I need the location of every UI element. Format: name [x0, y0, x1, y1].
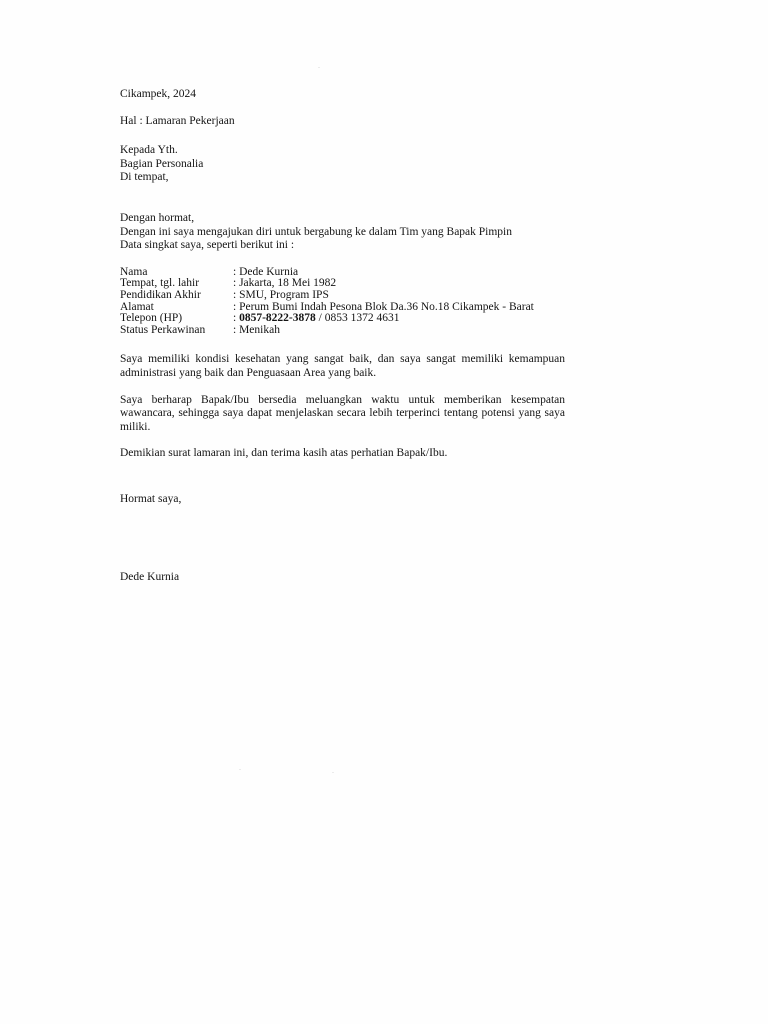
letter-subject: Hal : Lamaran Pekerjaan: [120, 114, 235, 127]
scan-speck: [318, 67, 320, 68]
job-application-letter: [120, 88, 565, 585]
closing-block: [120, 493, 565, 585]
phone-prefix: :: [233, 312, 240, 325]
recipient-block: [120, 144, 565, 185]
data-label: Nama: [120, 265, 148, 278]
data-label: Tempat, tgl. lahir: [120, 277, 200, 290]
data-value: : Jakarta, 18 Mei 1982: [233, 277, 337, 290]
table-row: [120, 290, 534, 302]
greeting: Dengan hormat,: [120, 211, 195, 224]
letter-date: Cikampek, 2024: [120, 88, 197, 100]
table-row: [120, 325, 534, 337]
personal-data-table: [120, 267, 534, 337]
body-paragraph: Saya berharap Bapak/Ibu bersedia meluangkan waktu untuk memberikan kesempatan wawancara, sehingga saya dapat menjelaskan secara lebih terperinci tentang potensi yang saya miliki.: [120, 393, 565, 433]
data-value: : Dede Kurnia: [233, 265, 299, 278]
data-label: Pendidikan Akhir: [120, 288, 201, 301]
data-label: Alamat: [120, 300, 154, 313]
scan-speck: [239, 769, 241, 770]
body-paragraph: Demikian surat lamaran ini, dan terima kasih atas perhatian Bapak/Ibu.: [120, 447, 448, 460]
data-label: Status Perkawinan: [120, 323, 206, 336]
closing-line: Hormat saya,: [120, 492, 182, 505]
intro-line: Dengan ini saya mengajukan diri untuk bergabung ke dalam Tim yang Bapak Pimpin: [120, 225, 513, 238]
secondary-phone: / 0853 1372 4631: [315, 312, 400, 325]
recipient-line: Di tempat,: [120, 171, 169, 184]
data-value: : Perum Bumi Indah Pesona Blok Da.36 No.18 Cikampek - Barat: [233, 300, 534, 313]
opening-block: [120, 212, 565, 253]
data-label: Telepon (HP): [120, 312, 183, 325]
data-value: : Menikah: [233, 323, 280, 336]
table-row: [120, 313, 534, 325]
primary-phone: 0857-8222-3878: [239, 312, 316, 325]
data-value: : SMU, Program IPS: [233, 288, 329, 301]
scan-speck: [332, 772, 334, 773]
recipient-line: Kepada Yth.: [120, 144, 178, 157]
data-intro-line: Data singkat saya, seperti berikut ini :: [120, 239, 295, 252]
body-paragraph: Saya memiliki kondisi kesehatan yang sangat baik, dan saya sangat memiliki kemampuan administrasi yang baik dan Penguasaan Area yang baik.: [120, 353, 565, 379]
phone-value: [233, 313, 534, 325]
recipient-line: Bagian Personalia: [120, 157, 204, 170]
signature-space: [120, 506, 565, 571]
signer-name: Dede Kurnia: [120, 571, 180, 584]
